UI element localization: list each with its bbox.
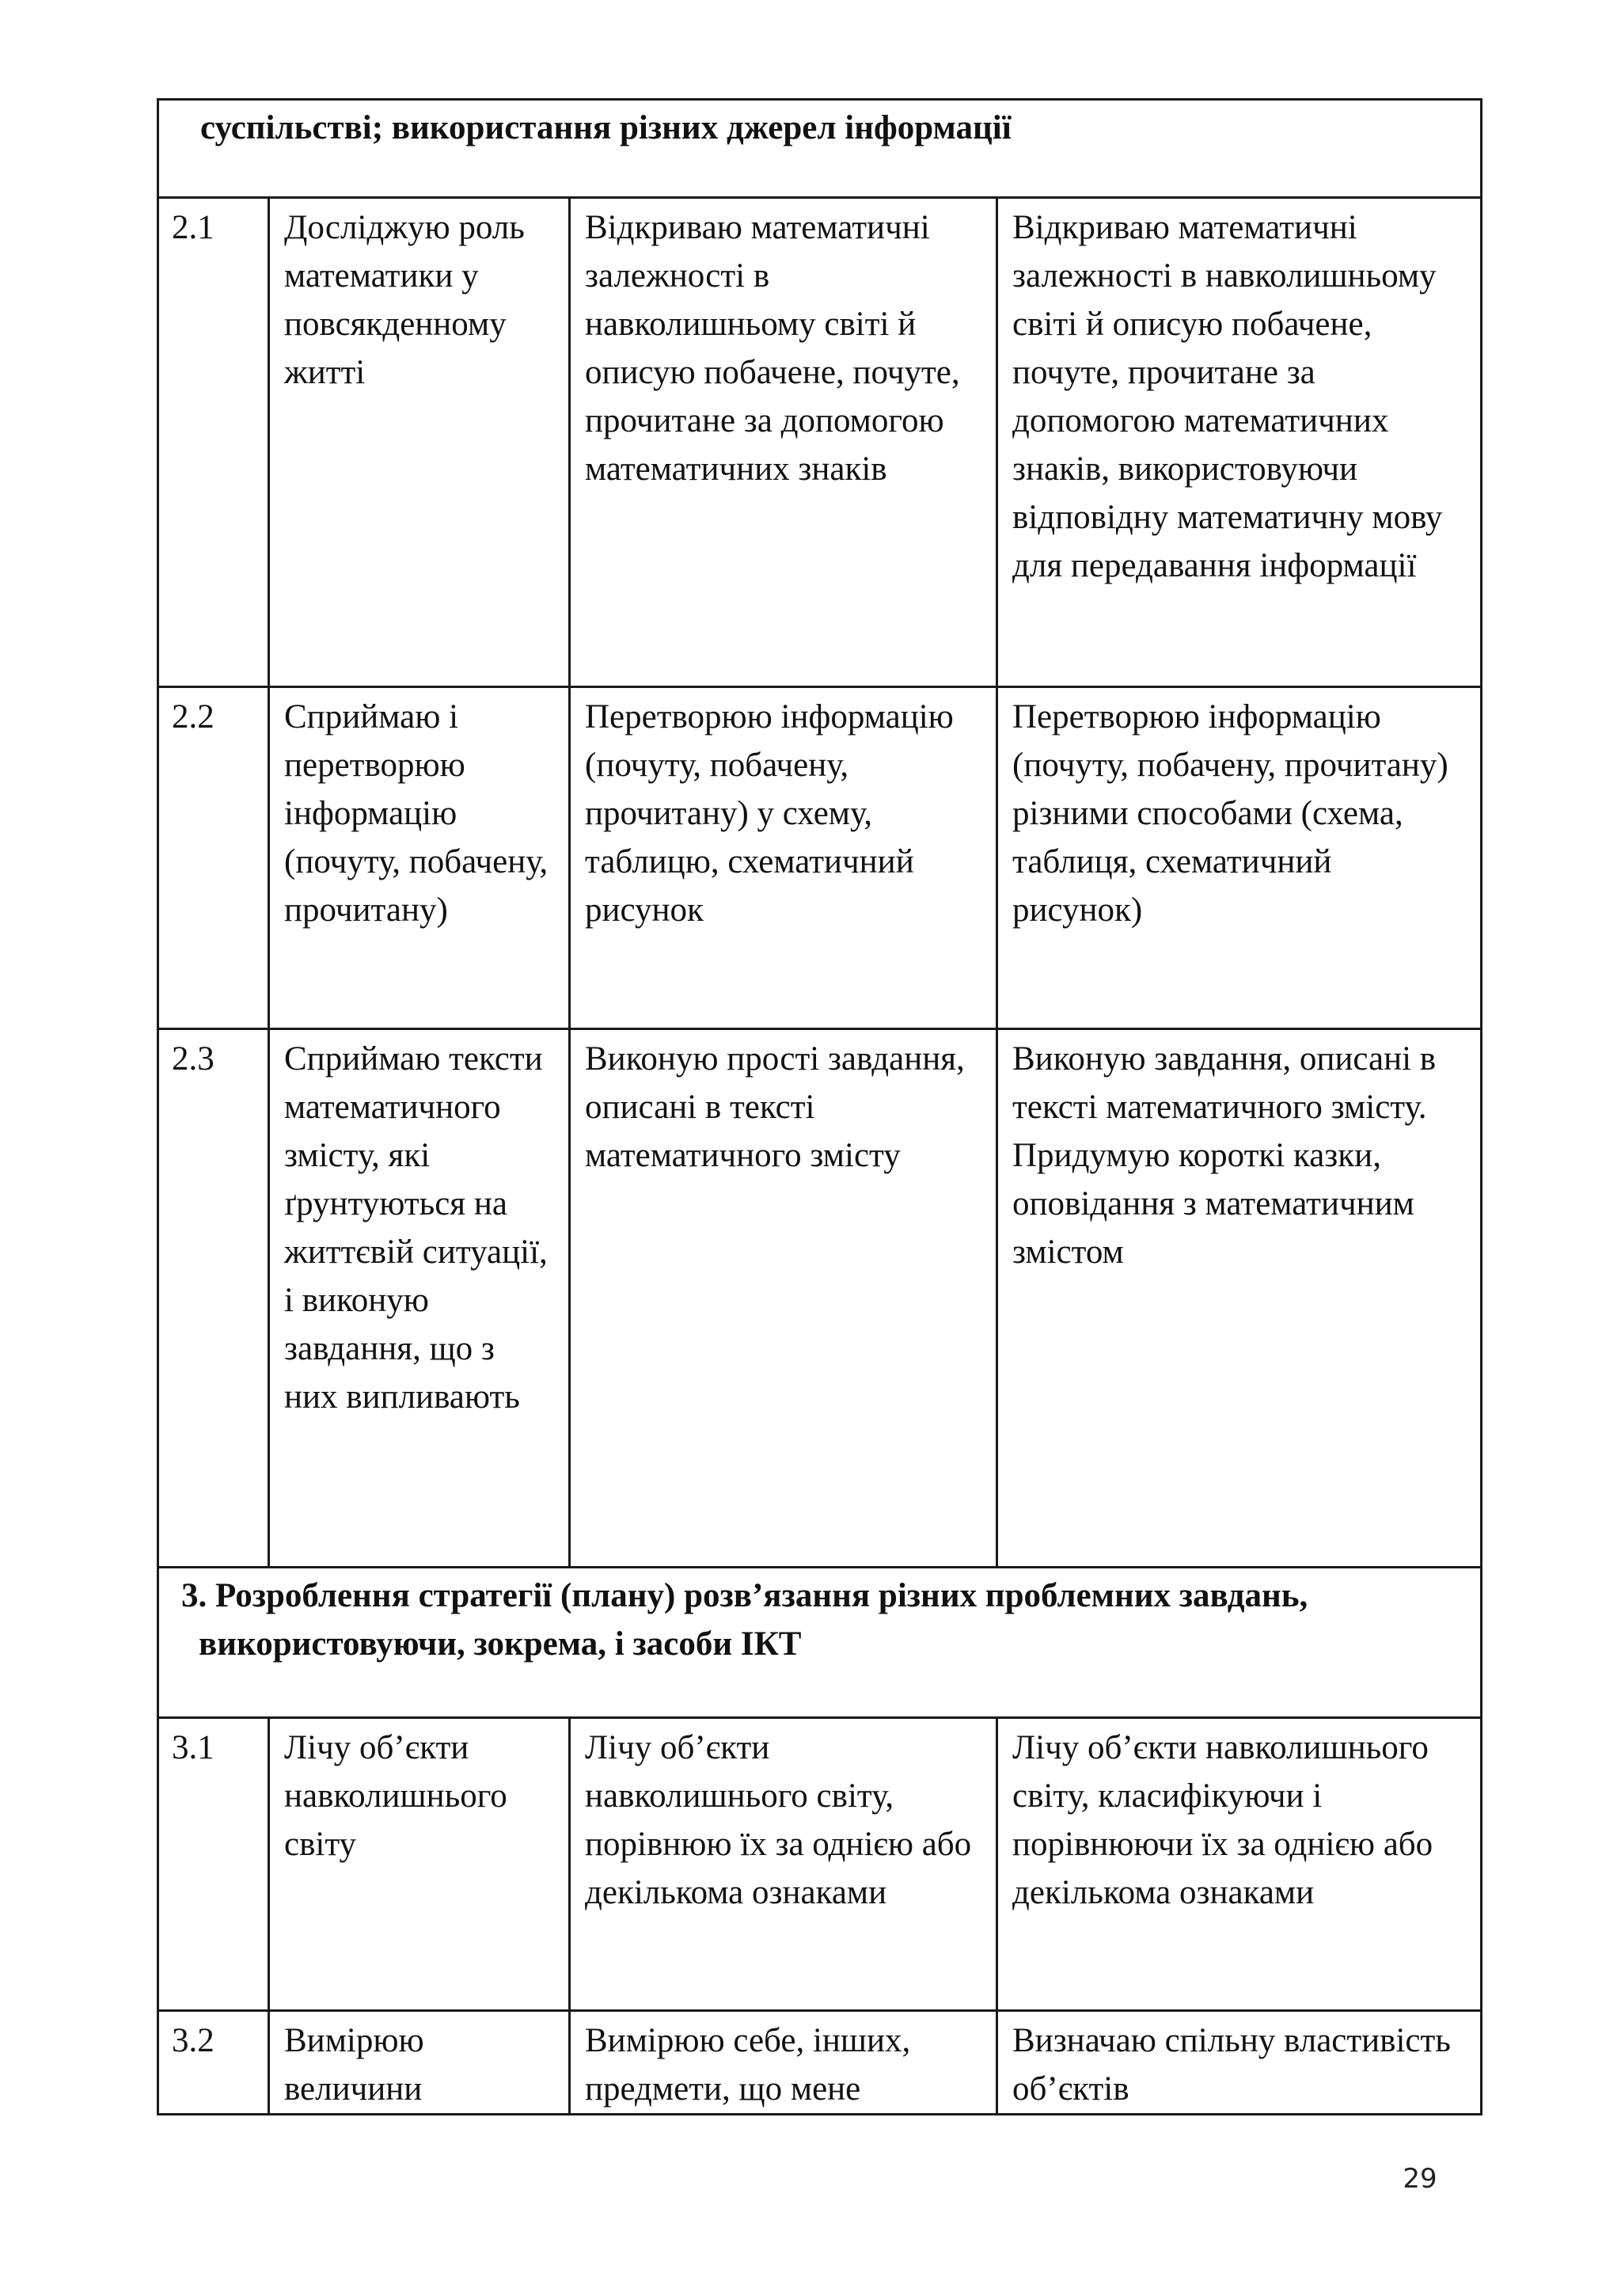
result-cell-a: Відкриваю математичні залежності в навколишньому світі й описую побачене, почуте, прочитане за допомогою математичних знаків bbox=[570, 198, 997, 687]
table-row bbox=[158, 1029, 1482, 1568]
table-row bbox=[158, 198, 1482, 687]
result-cell-a: Перетворюю інформацію (почуту, побачену, прочитану) у схему, таблицю, схематичний рисунок bbox=[570, 687, 997, 1029]
row-number: 2.1 bbox=[158, 198, 269, 687]
result-cell-b: Виконую завдання, описані в тексті математичного змісту. Придумую короткі казки, оповідання з математичним змістом bbox=[997, 1029, 1482, 1568]
table-row bbox=[158, 1718, 1482, 2011]
result-cell-b: Визначаю спільну властивість об’єктів bbox=[997, 2011, 1482, 2115]
result-cell-a: Лічу об’єкти навколишнього світу, порівнюю їх за однією або декількома ознаками bbox=[570, 1718, 997, 2011]
page-number: 29 bbox=[1403, 2163, 1437, 2195]
result-cell-a: Виконую прості завдання, описані в тексті математичного змісту bbox=[570, 1029, 997, 1568]
result-cell-a: Вимірюю себе, інших, предмети, що мене bbox=[570, 2011, 997, 2115]
table-row bbox=[158, 687, 1482, 1029]
result-cell-b: Лічу об’єкти навколишнього світу, класифікуючи і порівнюючи їх за однією або декількома ознаками bbox=[997, 1718, 1482, 2011]
result-cell-b: Відкриваю математичні залежності в навколишньому світі й описую побачене, почуте, прочитане за допомогою математичних знаків, використовуючи відповідну математичну мову для передавання інформації bbox=[997, 198, 1482, 687]
competency-table bbox=[157, 98, 1482, 2115]
skill-cell: Вимірюю величини bbox=[269, 2011, 570, 2115]
skill-cell: Сприймаю і перетворюю інформацію (почуту, побачену, прочитану) bbox=[269, 687, 570, 1029]
section-2-heading-continuation: суспільстві; використання різних джерел інформації bbox=[158, 100, 1482, 198]
section-heading-row bbox=[158, 1568, 1482, 1718]
result-cell-b: Перетворюю інформацію (почуту, побачену, прочитану) різними способами (схема, таблиця, схематичний рисунок) bbox=[997, 687, 1482, 1029]
section-heading-row bbox=[158, 100, 1482, 198]
table-row bbox=[158, 2011, 1482, 2115]
section-3-heading: 3. Розроблення стратегії (плану) розв’язання різних проблемних завдань, використовуючи, зокрема, і засоби ІКТ bbox=[158, 1568, 1482, 1718]
skill-cell: Досліджую роль математики у повсякденному житті bbox=[269, 198, 570, 687]
skill-cell: Лічу об’єкти навколишнього світу bbox=[269, 1718, 570, 2011]
skill-cell: Сприймаю тексти математичного змісту, які ґрунтуються на життєвій ситуації, і виконую завдання, що з них випливають bbox=[269, 1029, 570, 1568]
row-number: 3.1 bbox=[158, 1718, 269, 2011]
row-number: 2.3 bbox=[158, 1029, 269, 1568]
row-number: 3.2 bbox=[158, 2011, 269, 2115]
row-number: 2.2 bbox=[158, 687, 269, 1029]
